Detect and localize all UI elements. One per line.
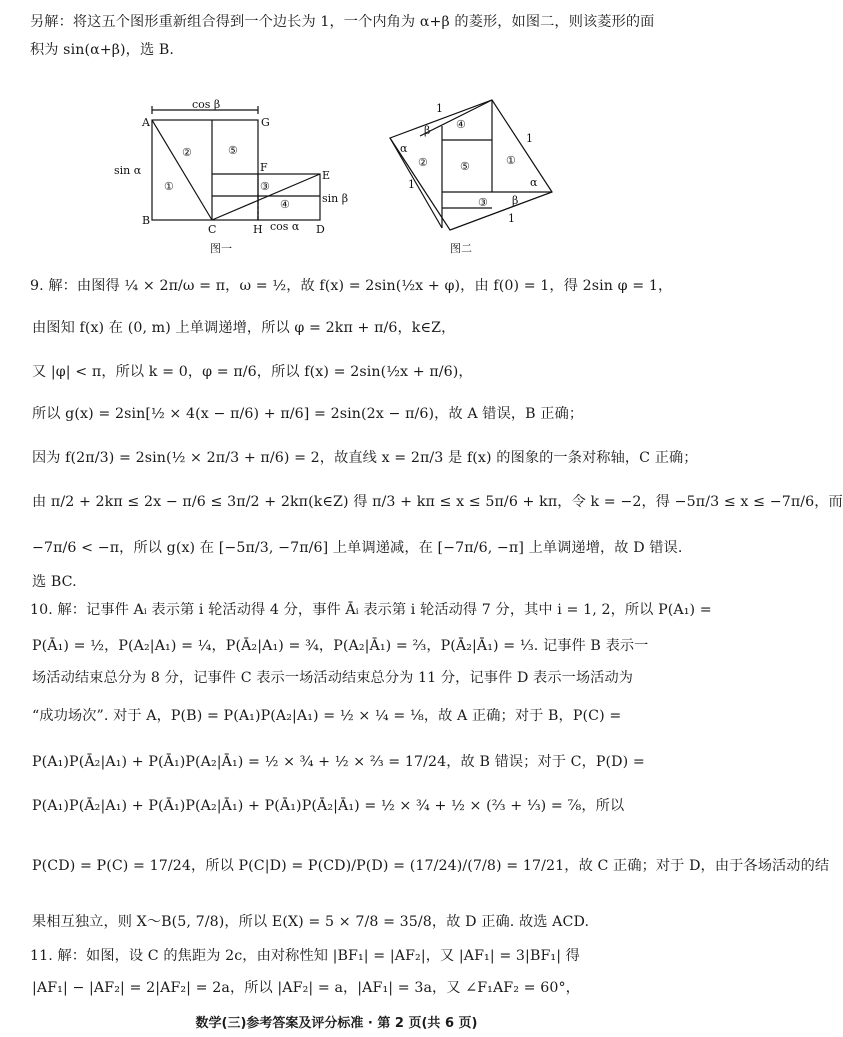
fig1-label-cosa: cos α	[270, 220, 300, 233]
fig1-label-cosb: cos β	[192, 98, 221, 111]
fig1-label-g: G	[261, 116, 270, 129]
q9-line-8: 选 BC.	[32, 574, 77, 590]
fig1-label-a: A	[142, 116, 150, 129]
fig1-label-c: C	[208, 223, 217, 236]
q11-line-1: 11. 解：如图，设 C 的焦距为 2c，由对称性知 |BF₁| = |AF₂|，又 |AF₁| = 3|BF₁| 得	[30, 948, 580, 964]
fig1-line-ac	[152, 120, 212, 220]
fig2-side-bottom: 1	[508, 212, 515, 225]
q9-line-2: 由图知 f(x) 在 (0, m) 上单调递增，所以 φ = 2kπ + π/6，k∈Z，	[32, 320, 456, 336]
fig1-label-b: B	[142, 214, 151, 227]
fig1-piece-2: ②	[182, 146, 192, 159]
fig1-left-rect	[152, 120, 258, 220]
fig1-label-d: D	[316, 223, 325, 236]
q10-line-4: “成功场次”. 对于 A，P(B) = P(A₁)P(A₂|A₁) = ½ × ¼ = ⅛，故 A 正确；对于 B，P(C) =	[32, 708, 622, 724]
fig1-label-f: F	[260, 161, 268, 174]
intro-line-2: 积为 sin(α+β)，选 B.	[30, 42, 175, 58]
fig2-angle-beta-right: β	[512, 194, 519, 207]
fig1-label-e: E	[322, 169, 331, 182]
fig1-label-sina: sin α	[114, 164, 142, 177]
q10-line-8: 果相互独立，则 X～B(5, 7/8)，所以 E(X) = 5 × 7/8 = 35/8，故 D 正确. 故选 ACD.	[32, 914, 590, 930]
q10-line-1: 10. 解：记事件 Aᵢ 表示第 i 轮活动得 4 分，事件 Āᵢ 表示第 i 轮活动得 7 分，其中 i = 1, 2，所以 P(A₁) =	[30, 602, 712, 618]
fig2-caption: 图二	[450, 242, 472, 255]
q9-line-7: −7π/6 < −π，所以 g(x) 在 [−5π/3, −7π/6] 上单调递减，在 [−7π/6, −π] 上单调递增，故 D 错误.	[32, 540, 683, 556]
fig2-side-top: 1	[436, 102, 443, 115]
q9-line-4: 所以 g(x) = 2sin[½ × 4(x − π/6) + π/6] = 2sin(2x − π/6)，故 A 错误，B 正确；	[32, 406, 584, 422]
figure-one	[114, 98, 360, 260]
fig1-caption: 图一	[210, 242, 232, 255]
fig2-rhombus	[390, 100, 552, 230]
q10-line-2: P(Ā₁) = ½，P(A₂|A₁) = ¼，P(Ā₂|A₁) = ¾，P(A₂|Ā₁) = ⅔，P(Ā₂|Ā₁) = ⅓. 记事件 B 表示一	[32, 638, 649, 654]
page-footer: 数学(三)参考答案及评分标准 · 第 2 页(共 6 页)	[195, 1016, 478, 1031]
fig2-piece-3: ③	[478, 196, 488, 209]
q9-line-6: 由 π/2 + 2kπ ≤ 2x − π/6 ≤ 3π/2 + 2kπ(k∈Z) 得 π/3 + kπ ≤ x ≤ 5π/6 + kπ，令 k = −2，得 −5π/3 ≤ x ≤ −7π/6，而	[32, 494, 843, 510]
fig2-angle-alpha-left: α	[400, 142, 408, 155]
fig2-line-bottom	[450, 192, 552, 230]
q9-line-1: 9. 解：由图得 ¼ × 2π/ω = π，ω = ½，故 f(x) = 2sin(½x + φ)，由 f(0) = 1，得 2sin φ = 1，	[30, 278, 673, 294]
fig2-side-right: 1	[526, 132, 533, 145]
fig1-piece-5: ⑤	[228, 144, 238, 157]
fig1-label-h: H	[253, 223, 263, 236]
fig2-piece-1: ①	[506, 154, 516, 167]
fig2-side-left: 1	[408, 178, 415, 191]
fig1-piece-4: ④	[280, 198, 290, 211]
q10-line-7: P(CD) = P(C) = 17/24，所以 P(C|D) = P(CD)/P(D) = (17/24)/(7/8) = 17/21，故 C 正确；对于 D，由于各场活动的结	[32, 858, 830, 874]
fig2-piece-4: ④	[456, 118, 466, 131]
fig2-angle-alpha-right: α	[530, 176, 538, 189]
fig2-angle-beta-left: β	[424, 124, 431, 137]
q11-line-2: |AF₁| − |AF₂| = 2|AF₂| = 2a，所以 |AF₂| = a，|AF₁| = 3a，又 ∠F₁AF₂ = 60°，	[32, 980, 580, 996]
fig2-diag-1	[390, 138, 442, 228]
q10-line-3: 场活动结束总分为 8 分，记事件 C 表示一场活动结束总分为 11 分，记事件 D 表示一场活动为	[32, 670, 634, 686]
figure-two	[380, 96, 570, 260]
intro-line-1: 另解：将这五个图形重新组合得到一个边长为 1，一个内角为 α+β 的菱形，如图二，则该菱形的面	[30, 14, 655, 30]
q9-line-3: 又 |φ| < π，所以 k = 0，φ = π/6，所以 f(x) = 2sin(½x + π/6)，	[32, 364, 473, 380]
fig1-piece-3: ③	[260, 180, 270, 193]
q9-line-5: 因为 f(2π/3) = 2sin(½ × 2π/3 + π/6) = 2，故直线 x = 2π/3 是 f(x) 的图象的一条对称轴，C 正确；	[32, 450, 698, 466]
q10-line-6: P(A₁)P(Ā₂|A₁) + P(Ā₁)P(A₂|Ā₁) + P(Ā₁)P(Ā₂|Ā₁) = ½ × ¾ + ½ × (⅔ + ⅓) = ⅞，所以	[32, 798, 625, 814]
fig2-piece-2: ②	[418, 156, 428, 169]
fig2-piece-5: ⑤	[460, 160, 470, 173]
q10-line-5: P(A₁)P(Ā₂|A₁) + P(Ā₁)P(A₂|Ā₁) = ½ × ¾ + ½ × ⅔ = 17/24，故 B 错误；对于 C，P(D) =	[32, 754, 645, 770]
fig1-label-sinb: sin β	[322, 192, 349, 205]
fig1-piece-1: ①	[164, 180, 174, 193]
